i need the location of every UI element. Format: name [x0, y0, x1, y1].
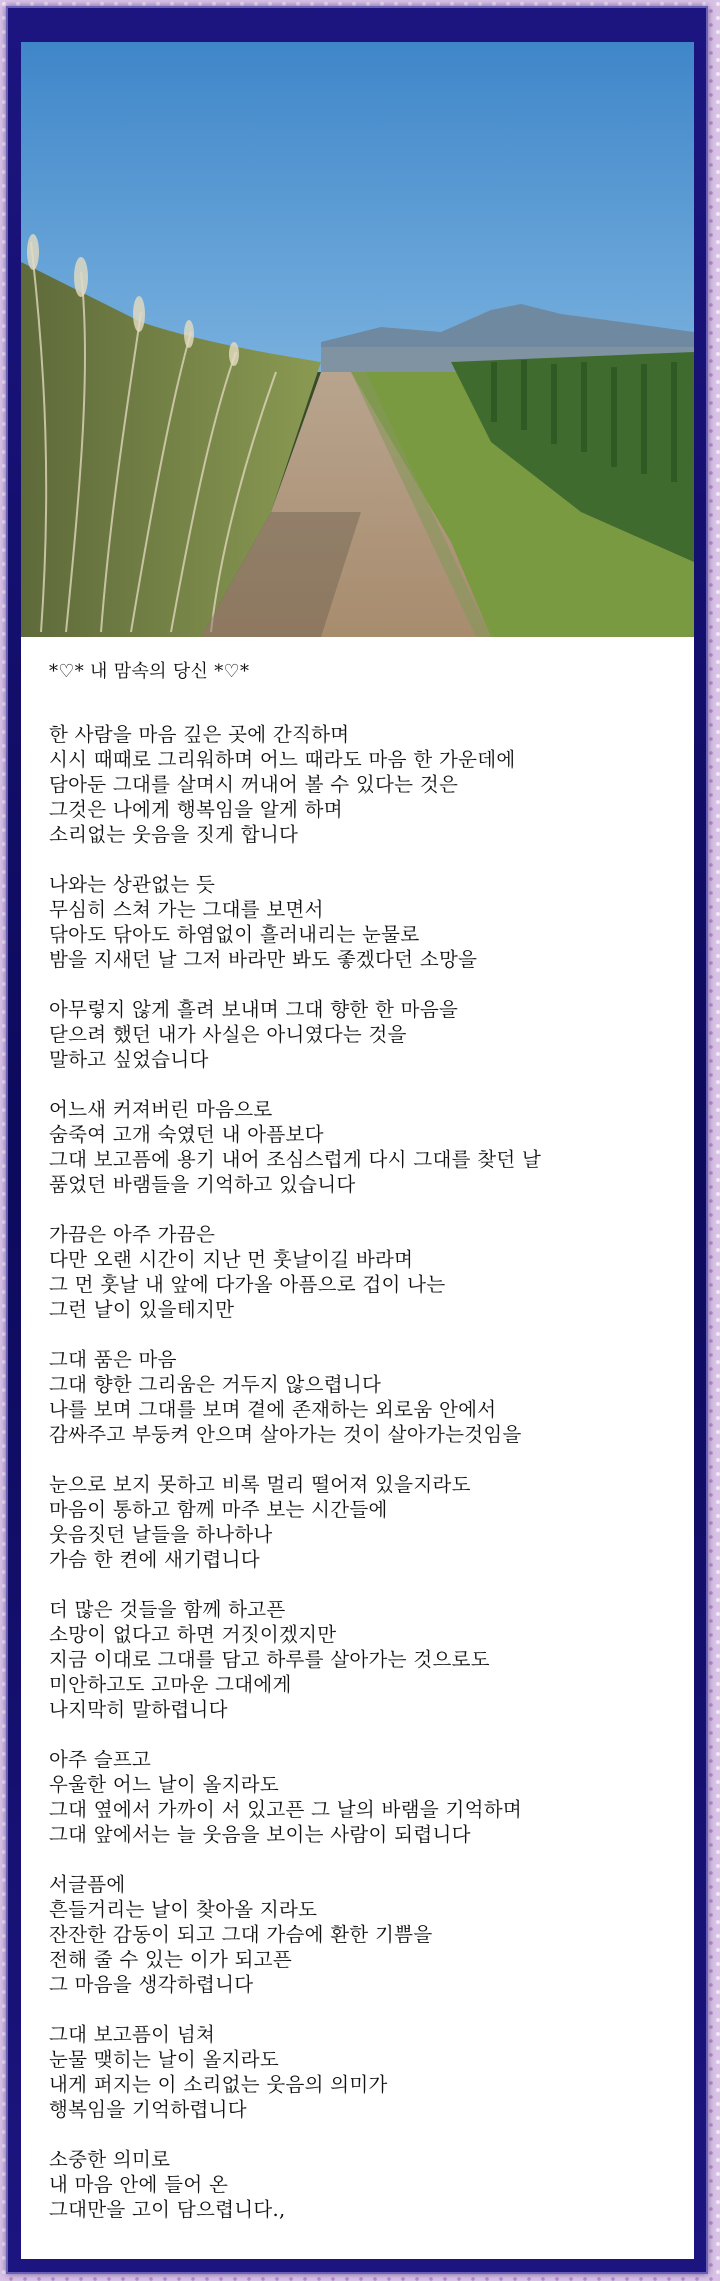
poem-line: 소중한 의미로 [49, 2148, 171, 2171]
poem-line: 가슴 한 켠에 새기렵니다 [49, 1548, 260, 1571]
poem-line: 닦아도 닦아도 하염없이 흘러내리는 눈물로 [49, 923, 420, 946]
poem-line: 눈으로 보지 못하고 비록 멀리 떨어져 있을지라도 [49, 1473, 471, 1496]
poem-line: 지금 이대로 그대를 담고 하루를 살아가는 것으로도 [49, 1648, 490, 1671]
poem-line: 그것은 나에게 행복임을 알게 하며 [49, 798, 343, 821]
poem-stanza [49, 722, 689, 847]
poem-body [49, 659, 689, 2247]
poem-line: 그런 날이 있을테지만 [49, 1298, 235, 1321]
poem-line: 시시 때때로 그리워하며 어느 때라도 마음 한 가운데에 [49, 748, 516, 771]
poem-line: 나와는 상관없는 듯 [49, 873, 216, 896]
poem-line: 잔잔한 감동이 되고 그대 가슴에 환한 기쁨을 [49, 1923, 433, 1946]
poem-line: 어느새 커져버린 마음으로 [49, 1098, 273, 1121]
poem-title: *♡* 내 맘속의 당신 *♡* [49, 661, 250, 682]
poem-stanza [49, 1222, 689, 1322]
poem-stanza [49, 1472, 689, 1572]
poem-line: 말하고 싶었습니다 [49, 1048, 209, 1071]
poem-stanza [49, 1097, 689, 1197]
poem-line: 품었던 바램들을 기억하고 있습니다 [49, 1173, 356, 1196]
poem-line: 아무렇지 않게 흘려 보내며 그대 향한 한 마음을 [49, 998, 459, 1021]
poem-stanza [49, 1597, 689, 1722]
poem-line: 흔들거리는 날이 찾아올 지라도 [49, 1898, 318, 1921]
poem-stanza [49, 872, 689, 972]
poem-line: 한 사람을 마음 깊은 곳에 간직하며 [49, 723, 350, 746]
poem-line: 더 많은 것들을 함께 하고픈 [49, 1598, 286, 1621]
poem-line: 닫으려 했던 내가 사실은 아니였다는 것을 [49, 1023, 407, 1046]
poem-line: 내게 퍼지는 이 소리없는 웃음의 의미가 [49, 2073, 388, 2096]
poem-panel [21, 637, 694, 2259]
poem-stanza [49, 1747, 689, 1847]
poem-line: 그대 보고픔이 넘쳐 [49, 2023, 216, 2046]
poem-stanza [49, 2022, 689, 2122]
poem-line: 그대 향한 그리움은 거두지 않으렵니다 [49, 1373, 382, 1396]
poem-line: 그 마음을 생각하렵니다 [49, 1973, 254, 1996]
poem-line: 서글픔에 [49, 1873, 126, 1896]
poem-line: 그대 보고픔에 용기 내어 조심스럽게 다시 그대를 찾던 날 [49, 1148, 542, 1171]
poem-line: 아주 슬프고 [49, 1748, 152, 1771]
poem-line: 미안하고도 고마운 그대에게 [49, 1673, 292, 1696]
poem-line: 나지막히 말하렵니다 [49, 1698, 228, 1721]
poem-line: 전해 줄 수 있는 이가 되고픈 [49, 1948, 292, 1971]
poem-line: 가끔은 아주 가끔은 [49, 1223, 216, 1246]
poem-stanza [49, 1347, 689, 1447]
poem-line: 행복임을 기억하렵니다 [49, 2098, 247, 2121]
poem-line: 감싸주고 부둥켜 안으며 살아가는 것이 살아가는것임을 [49, 1423, 522, 1446]
poem-line: 눈물 맺히는 날이 올지라도 [49, 2048, 280, 2071]
poem-line: 그대 품은 마음 [49, 1348, 177, 1371]
poem-line: 밤을 지새던 날 그저 바라만 봐도 좋겠다던 소망을 [49, 948, 478, 971]
poem-line: 마음이 통하고 함께 마주 보는 시간들에 [49, 1498, 388, 1521]
poem-stanza [49, 997, 689, 1072]
landscape-photo [21, 42, 694, 637]
poem-line: 그 먼 훗날 내 앞에 다가올 아픔으로 겁이 나는 [49, 1273, 446, 1296]
poem-line: 소리없는 웃음을 짓게 합니다 [49, 823, 299, 846]
poem-line: 나를 보며 그대를 보며 곁에 존재하는 외로움 안에서 [49, 1398, 497, 1421]
poem-line: 그대 앞에서는 늘 웃음을 보이는 사람이 되렵니다 [49, 1823, 471, 1846]
poem-line: 그대만을 고이 담으렵니다., [49, 2198, 286, 2221]
poem-line: 우울한 어느 날이 올지라도 [49, 1773, 280, 1796]
poem-line: 그대 옆에서 가까이 서 있고픈 그 날의 바램을 기억하며 [49, 1798, 523, 1821]
poem-line: 무심히 스쳐 가는 그대를 보면서 [49, 898, 324, 921]
poem-line: 소망이 없다고 하면 거짓이겠지만 [49, 1623, 337, 1646]
poem-line: 담아둔 그대를 살며시 꺼내어 볼 수 있다는 것은 [49, 773, 459, 796]
poem-line: 숨죽여 고개 숙였던 내 아픔보다 [49, 1123, 324, 1146]
poem-line: 내 마음 안에 들어 온 [49, 2173, 229, 2196]
poem-stanza [49, 1872, 689, 1997]
poem-line: 다만 오랜 시간이 지난 먼 훗날이길 바라며 [49, 1248, 414, 1271]
countryside-path-image [21, 42, 694, 637]
poem-stanza [49, 2147, 689, 2222]
poem-line: 웃음짓던 날들을 하나하나 [49, 1523, 273, 1546]
